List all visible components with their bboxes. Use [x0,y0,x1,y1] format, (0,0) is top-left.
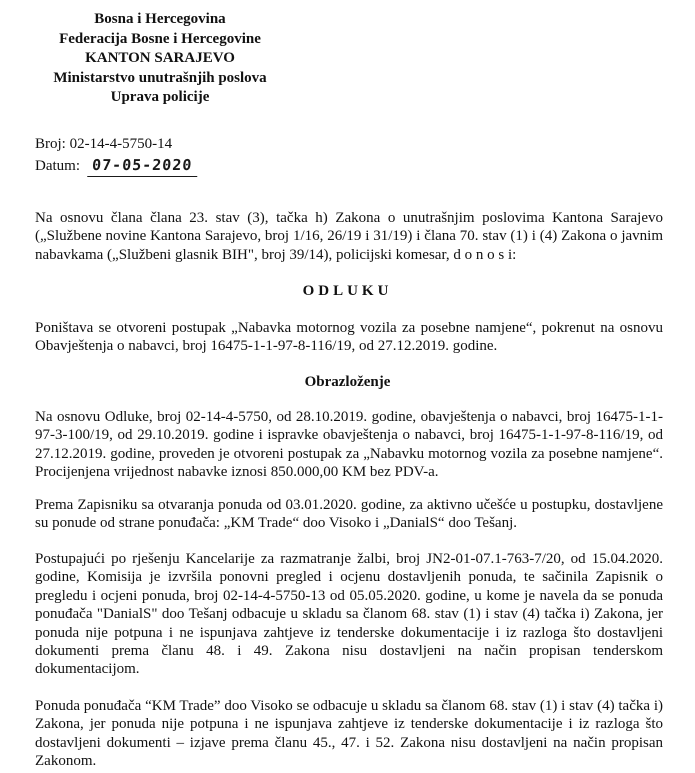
rationale-heading: Obrazloženje [304,374,391,390]
intro-paragraph: Na osnovu člana člana 23. stav (3), tačka h) Zakona o unutrašnjim poslovima Kantona Sarajevo („Službene novine Kantona Sarajevo, broj 1/16, 26/19 i 31/19) i člana 70. stav (1) i (4) Zakona o javnim nabavkama („Službeni glasnik BIH", broj 39/14), policijski komesar, d o n o s i: [35,210,663,263]
reference-number-row [35,134,198,155]
letterhead-country: Bosna i Hercegovina [94,11,226,27]
rationale-paragraph-2: Prema Zapisniku sa otvaranja ponuda od 03.01.2020. godine, za aktivno učešće u postupku, dostavljene su ponude od strane ponuđača: „KM Trade“ doo Visoko i „DanialS“ doo Tešanj. [35,497,663,532]
rationale-paragraph-4: Ponuda ponuđača “KM Trade” doo Visoko se odbacuje u skladu sa članom 68. stav (1) i stav (4) tačka i) Zakona, jer ponuda nije potpuna i ne ispunjava zahtjeve iz tenderske dokumentacije i iz razloga što dostavljeni dokumenti – izjave prema članu 45., 47. i 52. Zakona nisu dostavljeni na način propisan Zakonom. [35,698,663,770]
document-title: ODLUKU [302,283,393,299]
reference-number-value: 02-14-4-5750-14 [69,136,173,152]
letterhead-canton: KANTON SARAJEVO [85,50,235,66]
letterhead-ministry: Ministarstvo unutrašnjih poslova [53,69,267,86]
document-meta [35,134,198,177]
rationale-paragraph-3: Postupajući po rješenju Kancelarije za razmatranje žalbi, broj JN2-01-07.1-763-7/20, od 15.04.2020. godine, Komisija je izvršila ponovni pregled i ocjenu dostavljenih ponuda, te sačinila Zapisnik o pregledu i ocjeni ponuda, broj 02-14-4-5750-13 od 05.05.2020. godine, u kome je navela da se ponuda ponuđača "DanialS" doo Tešanj odbacuje u skladu sa članom 68. stav (1) i stav (4) tačka i) Zakona, jer ponuda nije potpuna i ne ispunjava zahtjeve iz tenderske dokumentacije i iz razloga što dostavljeni dokumenti prema članu 48. i 49. Zakona nisu dostavljeni na način propisan tenderskom dokumentacijom. [35,551,663,678]
decision-paragraph: Poništava se otvoreni postupak „Nabavka motornog vozila za posebne namjene“, pokrenut na osnovu Obavještenja o nabavci, broj 16475-1-1-97-8-116/19, od 27.12.2019. godine. [35,320,663,355]
letterhead-federation: Federacija Bosne i Hercegovine [59,30,261,47]
date-label: Datum: [35,158,80,174]
reference-number-label: Broj: [35,136,66,152]
letterhead-administration: Uprava policije [110,89,210,105]
date-row [35,155,198,177]
rationale-paragraph-1: Na osnovu Odluke, broj 02-14-4-5750, od 28.10.2019. godine, obavještenja o nabavci, broj 16475-1-1-97-3-100/19, od 29.10.2019. godine i ispravke obavještenja o nabavci, broj 16475-1-1-97-8-116/19, od 27.12.2019. godine, proveden je otvoreni postupak za „Nabavku motornog vozila za posebne namjene“. Procijenjena vrijednost nabavke iznosi 850.000,00 KM bez PDV-a. [35,409,663,481]
handwritten-date: 07-05-2020 [87,155,199,177]
letterhead [38,10,282,108]
